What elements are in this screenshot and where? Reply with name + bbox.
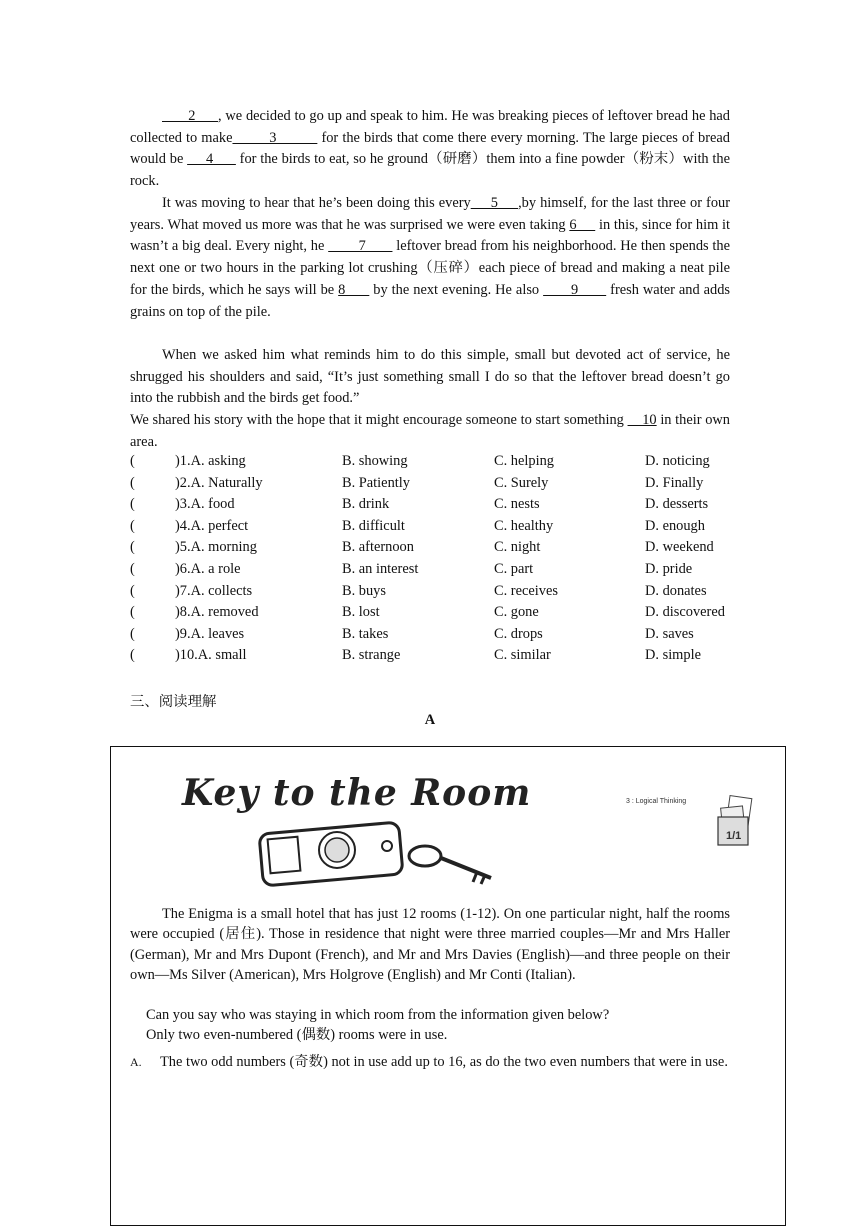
option-row	[130, 475, 750, 496]
box-clue-a	[130, 1052, 730, 1073]
option-c: C. healthy	[494, 517, 554, 534]
option-d: D. enough	[645, 517, 705, 534]
answer-bracket[interactable]: (	[130, 604, 135, 621]
option-b: B. lost	[342, 604, 380, 621]
clue-a-label: A.	[130, 1055, 142, 1069]
passage-paragraph-2: It was moving to hear that he’s been doing this every 5 ,by himself, for the last three or four years. What moved us more was that he was surprised we were even taking 6 in this, since for him it wasn’t a big deal. Every night, he 7 leftover bread from his neighborhood. He then spends the next one or two hours in the parking lot crushing（压碎）each piece of bread and making a neat pile for the birds, which he says will be 8 by the next evening. He also 9 fresh water and adds grains on top of the pile.	[130, 195, 731, 320]
option-a: )4.A. perfect	[175, 517, 249, 534]
blank-8[interactable]: 8	[338, 281, 370, 298]
option-c: C. Surely	[494, 474, 549, 491]
passage-paragraph-4: We shared his story with the hope that it might encourage someone to start something 10 in their own area.	[130, 412, 731, 450]
option-a: )9.A. leaves	[175, 625, 245, 642]
answer-bracket[interactable]: (	[130, 625, 135, 642]
option-row	[130, 539, 750, 560]
option-b: B. takes	[342, 625, 389, 642]
blank-4[interactable]: 4	[187, 151, 236, 168]
banner-caption: 3 : Logical Thinking	[626, 798, 687, 805]
option-d: D. weekend	[645, 539, 714, 556]
answer-bracket[interactable]: (	[130, 539, 135, 556]
option-c: C. nests	[494, 496, 540, 513]
answer-bracket[interactable]: (	[130, 474, 135, 491]
page-tag: 1/1	[726, 830, 742, 842]
answer-bracket[interactable]: (	[130, 561, 135, 577]
option-b: B. Patiently	[342, 474, 410, 491]
option-b: B. drink	[342, 496, 390, 513]
option-c: C. gone	[494, 604, 539, 621]
blank-7[interactable]: 7	[328, 238, 393, 255]
option-c: C. receives	[494, 582, 558, 599]
option-c: C. helping	[494, 453, 554, 469]
answer-bracket[interactable]: (	[130, 647, 135, 664]
blank-5[interactable]: 5	[470, 195, 519, 211]
option-a: )10.A. small	[175, 647, 247, 664]
clue-a-text: The two odd numbers (奇数) not in use add up to 16, as do the two even numbers that were in use.	[160, 1054, 728, 1070]
option-b: B. afternoon	[342, 539, 414, 556]
passage-paragraph-1: 2 , we decided to go up and speak to him. He was breaking pieces of leftover bread he had collected to make 3 for the birds that come there every morning. The large pieces of bread would be 4 for the birds to eat, so he ground（研磨）them into a fine powder（粉末）with the rock.	[130, 108, 731, 190]
option-b: B. showing	[342, 453, 408, 469]
option-c: C. part	[494, 561, 534, 577]
option-a: )2.A. Naturally	[175, 474, 263, 491]
option-d: D. discovered	[645, 604, 725, 621]
answer-bracket[interactable]: (	[130, 517, 135, 534]
option-row	[130, 561, 750, 582]
option-a: )6.A. a role	[175, 561, 241, 577]
option-row	[130, 647, 750, 668]
reading-box	[110, 746, 786, 1226]
option-d: D. saves	[645, 625, 694, 642]
box-intro: The Enigma is a small hotel that has just 12 rooms (1-12). On one particular night, half the rooms were occupied (居住). Those in residence that night were three married couples—Mr and Mrs Haller (German), Mr and Mrs Dupont (French), and Mr and Mrs Davies (English)—and three people on their own—Ms Silver (American), Mrs Holgrove (English) and Mr Conti (Italian).	[130, 906, 730, 984]
option-a: )1.A. asking	[175, 453, 246, 469]
option-a: )8.A. removed	[175, 604, 259, 621]
box-question: Can you say who was staying in which room from the information given below?	[146, 1007, 610, 1023]
option-row	[130, 604, 750, 625]
option-b: B. difficult	[342, 517, 405, 534]
blank-6[interactable]: 6	[569, 216, 596, 233]
box-clue-0: Only two even-numbered (偶数) rooms were in use.	[146, 1027, 448, 1043]
option-c: C. similar	[494, 647, 551, 664]
blank-3[interactable]: 3	[232, 129, 318, 146]
option-b: B. strange	[342, 647, 401, 664]
key-tag-icon	[255, 820, 500, 890]
blank-9[interactable]: 9	[543, 281, 607, 298]
option-row	[130, 453, 750, 474]
option-b: B. buys	[342, 582, 386, 599]
section-heading: 三、阅读理解	[130, 694, 217, 710]
option-d: D. noticing	[645, 453, 710, 469]
option-b: B. an interest	[342, 561, 419, 577]
answer-bracket[interactable]: (	[130, 496, 135, 513]
answer-bracket[interactable]: (	[130, 453, 135, 469]
blank-2[interactable]: 2	[162, 108, 219, 124]
option-d: D. Finally	[645, 474, 704, 491]
option-row	[130, 626, 750, 647]
option-row	[130, 518, 750, 539]
option-d: D. donates	[645, 582, 707, 599]
banner-title: Key to the Room	[182, 772, 532, 814]
option-c: C. night	[494, 539, 541, 556]
subsection-label: A	[424, 712, 436, 728]
option-a: )7.A. collects	[175, 582, 253, 599]
option-a: )3.A. food	[175, 496, 235, 513]
option-d: D. pride	[645, 561, 693, 577]
option-d: D. desserts	[645, 496, 709, 513]
blank-10[interactable]: 10	[627, 412, 657, 428]
option-a: )5.A. morning	[175, 539, 257, 556]
answer-bracket[interactable]: (	[130, 582, 135, 599]
option-row	[130, 583, 750, 604]
passage-paragraph-3: When we asked him what reminds him to do this simple, small but devoted act of service, he shrugged his shoulders and said, “It’s just something small I do so that the leftover bread doesn’t go into the rubbish and the birds get food.”	[130, 347, 730, 407]
option-c: C. drops	[494, 625, 543, 642]
option-d: D. simple	[645, 647, 701, 664]
option-row	[130, 496, 750, 517]
